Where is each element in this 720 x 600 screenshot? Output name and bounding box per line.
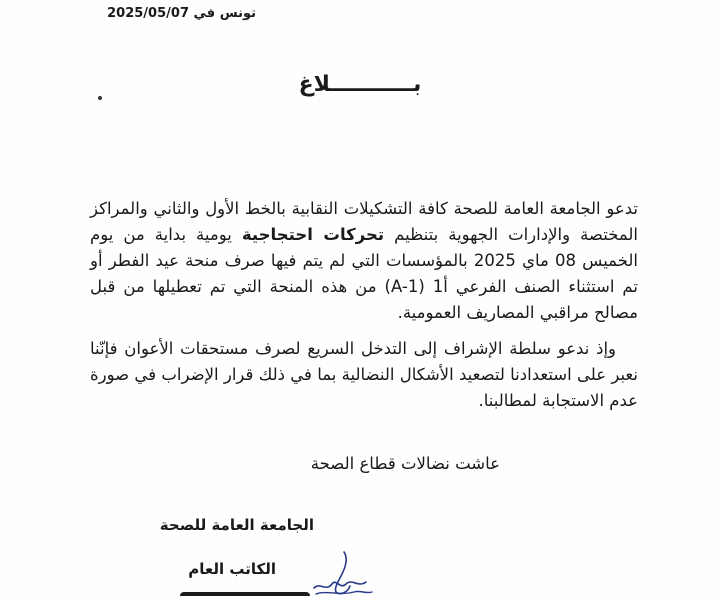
date-line [96, 6, 256, 21]
handwritten-signature [304, 548, 374, 600]
signature-title: الكاتب العام [188, 560, 276, 578]
document-title: بـــــــــــلاغ [298, 72, 422, 97]
paragraph-1-text-b: يومية بداية من يوم الخميس 08 ماي 2025 بالمؤسسات التي لم يتم فيها صرف منحة عيد الفطر أو تم استثناء الصنف الفرعي أ1 (A-1) من هذه المنحة التي تم تعطيلها من قبل مصالح مراقبي المصاريف العمومية. [90, 225, 638, 322]
announcement-body [90, 196, 638, 424]
paragraph-1-text-a: تدعو الجامعة العامة للصحة كافة التشكيلات النقابية بالخط الأول والثاني والمراكز المختصة والإدارات الجهوية بتنظيم [90, 199, 638, 244]
cropped-text-line [180, 592, 310, 600]
signature-organization: الجامعة العامة للصحة [159, 516, 314, 534]
date-value: 2025/05/07 [107, 6, 189, 21]
ink-dot [98, 96, 102, 100]
paragraph-1 [90, 196, 638, 326]
paragraph-2: وإذ ندعو سلطة الإشراف إلى التدخل السريع لصرف مستحقات الأعوان فإنّنا نعبر على استعدادنا لتصعيد الأشكال النضالية بما في ذلك قرار الإضراب في صورة عدم الاستجابة لمطالبنا. [90, 339, 638, 410]
paragraph-1-bold: تحركات احتجاجية [241, 225, 385, 244]
place-label: تونس في [193, 6, 256, 21]
closing-slogan: عاشت نضالات قطاع الصحة [310, 454, 500, 473]
